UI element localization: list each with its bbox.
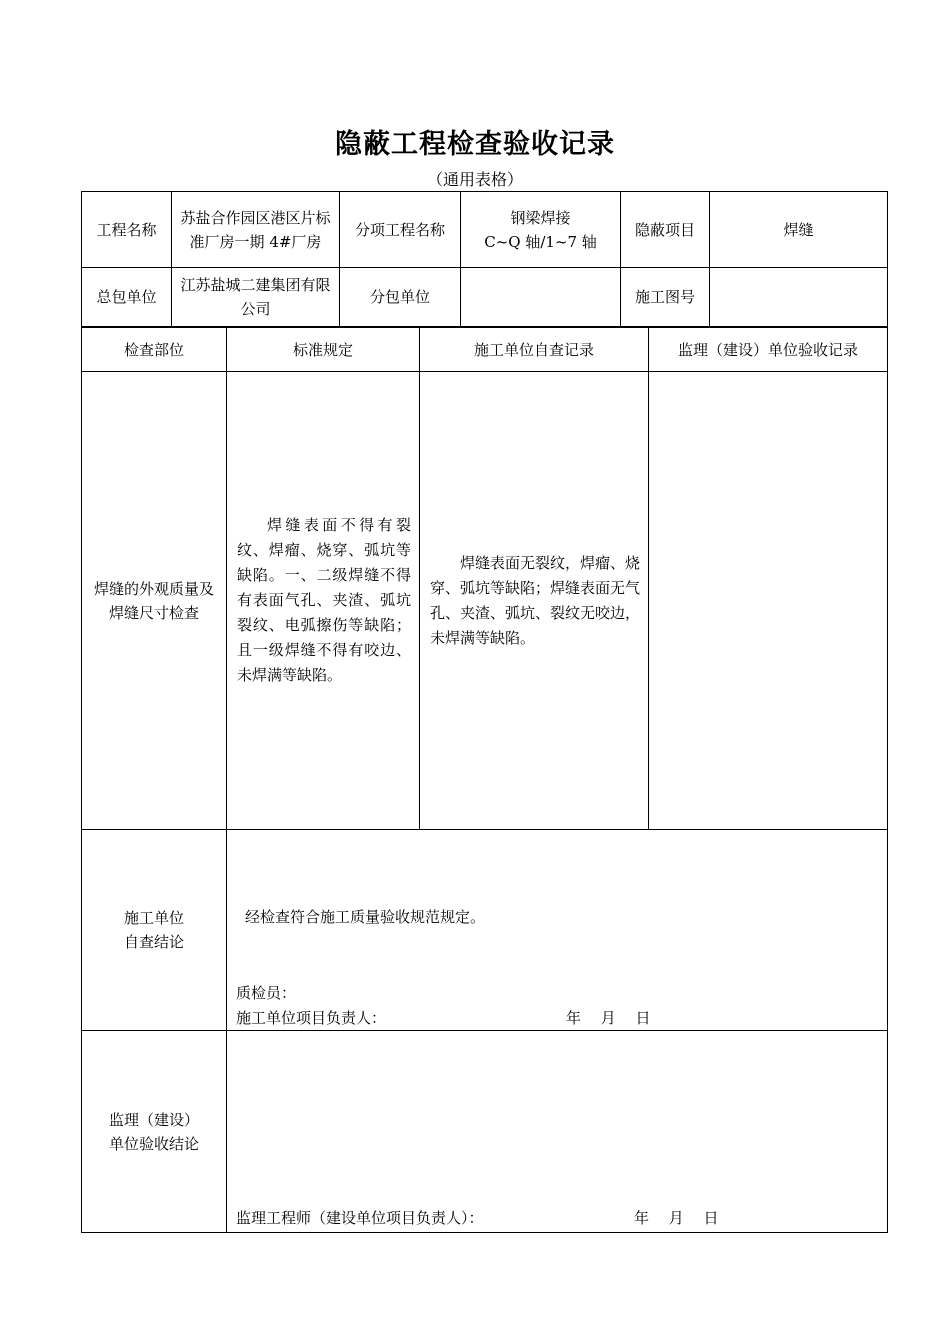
header-supervision-record: 监理（建设）单位验收记录 [649, 328, 888, 372]
subproject-line-2: C~Q 轴/1~7 轴 [484, 232, 597, 251]
subcontractor-value [461, 268, 621, 327]
header-check-part: 检查部位 [82, 328, 227, 372]
contractor-conclusion-label-line-1: 施工单位 [123, 909, 184, 927]
page-title: 隐蔽工程检查验收记录 [335, 129, 615, 160]
subcontractor-label: 分包单位 [340, 268, 461, 327]
contractor-conclusion-label-line-2: 自查结论 [123, 933, 184, 951]
header-standard: 标准规定 [227, 328, 420, 372]
subproject-label: 分项工程名称 [340, 192, 461, 268]
contractor-conclusion-text: 经检查符合施工质量验收规范规定。 [245, 908, 486, 926]
self-record-cell [420, 372, 649, 830]
project-name-label: 工程名称 [82, 192, 172, 268]
info-table [81, 191, 888, 327]
supervision-record-value [649, 372, 888, 830]
page-subtitle: （通用表格） [426, 170, 523, 189]
contractor-conclusion-label [82, 830, 227, 1031]
check-part-value: 焊缝的外观质量及焊缝尺寸检查 [82, 372, 227, 830]
drawing-no-label: 施工图号 [621, 268, 710, 327]
supervision-conclusion-label-line-2: 单位验收结论 [108, 1134, 199, 1153]
supervision-conclusion-content [227, 1031, 888, 1233]
contractor-conclusion-date: 年 月 日 [566, 1009, 651, 1027]
standard-text: 焊缝表面不得有裂纹、焊瘤、烧穿、弧坑等缺陷。一、二级焊缝不得有表面气孔、夹渣、弧坑裂纹、电弧擦伤等缺陷；且一级焊缝不得有咬边、未焊满等缺陷。 [237, 516, 411, 684]
self-record-text: 焊缝表面无裂纹，焊瘤、烧穿、弧坑等缺陷；焊缝表面无气孔、夹渣、弧坑、裂纹无咬边，未焊满等缺陷。 [430, 553, 641, 647]
subproject-value [461, 192, 621, 268]
supervision-conclusion-date: 年 月 日 [634, 1209, 719, 1227]
standard-cell [227, 372, 420, 830]
drawing-no-value [710, 268, 888, 327]
subproject-line-1: 钢梁焊接 [510, 208, 571, 227]
hidden-item-value: 焊缝 [710, 192, 888, 268]
inspector-signature-line: 质检员： [236, 984, 297, 1002]
supervision-conclusion-label [82, 1031, 227, 1233]
header-self-record: 施工单位自查记录 [420, 328, 649, 372]
general-contractor-value: 江苏盐城二建集团有限公司 [172, 268, 340, 327]
hidden-item-label: 隐蔽项目 [621, 192, 710, 268]
check-table [81, 327, 888, 1233]
project-name-value: 苏盐合作园区港区片标准厂房一期 4#厂房 [172, 192, 340, 268]
supervision-engineer-signature-line: 监理工程师（建设单位项目负责人）： [236, 1209, 484, 1227]
general-contractor-label: 总包单位 [82, 268, 172, 327]
contractor-conclusion-content [227, 830, 888, 1031]
supervision-conclusion-label-line-1: 监理（建设） [108, 1110, 199, 1129]
contractor-manager-signature-line: 施工单位项目负责人： [236, 1009, 387, 1027]
